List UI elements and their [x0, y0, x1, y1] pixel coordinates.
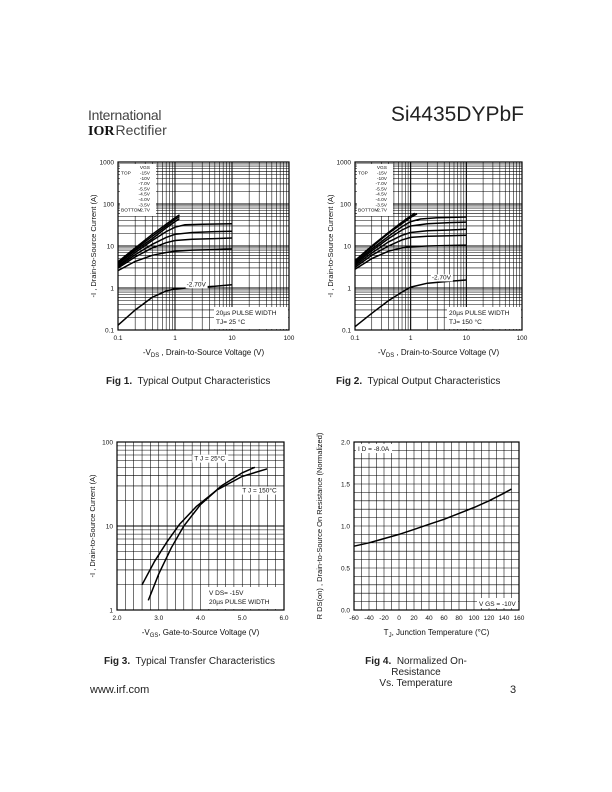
fig3-caption-text: Typical Transfer Characteristics: [135, 656, 276, 667]
fig4-caption: [346, 656, 486, 689]
fig4-x-tick-label: 100: [468, 615, 480, 622]
fig1-y-tick-label: 10: [106, 243, 114, 251]
fig4-x-tick-label: 140: [498, 615, 510, 622]
fig2-y-tick-label: 1: [347, 285, 351, 293]
fig2-legend-entry: -7.0V: [375, 182, 387, 188]
fig4-caption-line2: Vs. Temperature: [379, 678, 453, 689]
fig1-caption: [106, 376, 270, 387]
fig2-x-tick-label: 1: [408, 335, 413, 342]
fig4-y-tick-label: 0.5: [340, 565, 350, 573]
fig3-y-tick-label: 1: [109, 607, 113, 615]
page-number: 3: [510, 684, 517, 696]
fig3-x-tick-label: 6.0: [279, 615, 289, 622]
fig2-legend-entry: -2.7V: [375, 208, 387, 214]
fig2-caption: [336, 376, 500, 387]
fig2-legend-entry: -3.5V: [375, 203, 387, 209]
fig2-caption-text: Typical Output Characteristics: [367, 376, 501, 387]
fig1-curve-label: -2.70V: [186, 281, 206, 289]
fig4-y-axis-label: R DS(on) , Drain-to-Source On Resistance (Normalized): [315, 432, 324, 620]
fig4-x-tick-label: 120: [483, 615, 495, 622]
fig1-y-axis-label: -I , Drain-to-Source Current (A): [89, 194, 98, 298]
fig1-legend-entry: -4.5V: [138, 192, 150, 198]
fig3-caption-num: Fig 3.: [104, 656, 131, 667]
fig1-x-tick-label: 0.1: [113, 335, 123, 342]
fig2-x-tick-label: 100: [516, 335, 528, 342]
logo-bottom-text: Rectifier: [115, 122, 167, 138]
fig1-legend-entry: -15V: [139, 171, 150, 177]
fig2-legend-header: VGS: [376, 166, 387, 171]
fig2-y-tick-label: 0.1: [341, 327, 351, 335]
logo-bottom-line: [88, 123, 178, 139]
fig1-note-line1: 20µs PULSE WIDTH: [216, 310, 277, 317]
fig3-x-tick-label: 2.0: [112, 615, 122, 622]
fig3-x-axis-label: $-V_{GS}$, Gate-to-Source Voltage (V): [141, 628, 260, 639]
fig3-note-line2: 20µs PULSE WIDTH: [209, 599, 270, 606]
fig4-x-tick-label: 60: [440, 615, 448, 622]
part-number: Si4435DYPbF: [390, 103, 524, 126]
fig3-series-label: T J = 150°C: [242, 487, 277, 495]
fig2-legend-entry: -5.5V: [375, 187, 387, 193]
fig4-x-tick-label: 80: [455, 615, 463, 622]
fig1-x-axis-label: $-V_{DS}$ , Drain-to-Source Voltage (V): [142, 348, 265, 359]
fig2-y-tick-label: 100: [340, 201, 351, 209]
fig4-y-tick-label: 2.0: [340, 439, 350, 447]
logo-mark: IOR: [88, 124, 115, 139]
fig2-x-axis-label: $-V_{DS}$ , Drain-to-Source Voltage (V): [377, 348, 500, 359]
fig4-caption-num: Fig 4.: [365, 656, 392, 667]
fig1-y-tick-label: 100: [103, 201, 114, 209]
footer-url[interactable]: www.irf.com: [90, 684, 150, 696]
fig1-legend-entry: -10V: [139, 176, 150, 182]
fig4-y-tick-label: 0.0: [340, 607, 350, 615]
fig3-x-tick-label: 5.0: [237, 615, 247, 622]
fig3-caption: [104, 656, 275, 667]
fig2-x-tick-label: 10: [462, 335, 470, 342]
fig1-legend-entry: -3.5V: [138, 203, 150, 209]
fig4-chart: [310, 432, 532, 640]
fig2-note-line1: 20µs PULSE WIDTH: [449, 310, 510, 317]
fig1-x-tick-label: 100: [283, 335, 295, 342]
fig2-chart: [322, 150, 534, 365]
fig1-legend-header: VGS: [139, 166, 150, 171]
fig1-legend-top: TOP: [121, 171, 131, 177]
fig2-y-axis-label: -I , Drain-to-Source Current (A): [326, 194, 335, 298]
fig3-x-tick-label: 4.0: [195, 615, 206, 622]
fig1-legend-entry: -2.7V: [138, 208, 150, 214]
fig2-legend-entry: -4.0V: [375, 198, 387, 203]
fig1-chart: [85, 150, 300, 365]
fig4-x-tick-label: 40: [425, 615, 433, 622]
fig2-y-tick-label: 1000: [336, 159, 351, 167]
fig3-series-label: T J = 25°C: [194, 455, 226, 463]
fig2-legend-top: TOP: [358, 171, 368, 177]
fig4-x-axis-label: $T_J$, Junction Temperature (°C): [383, 628, 490, 639]
fig1-x-tick-label: 10: [228, 335, 236, 342]
fig4-note-bottom: V GS = -10V: [479, 601, 516, 608]
fig2-caption-num: Fig 2.: [336, 376, 363, 387]
fig1-caption-num: Fig 1.: [106, 376, 133, 387]
fig4-x-tick-label: -20: [379, 615, 389, 622]
fig4-y-tick-label: 1.0: [340, 523, 350, 531]
fig1-legend-entry: -4.0V: [138, 198, 150, 203]
fig3-note-line1: V DS= -15V: [209, 590, 244, 597]
fig4-x-tick-label: -40: [364, 615, 374, 622]
fig1-legend-entry: -5.5V: [138, 187, 150, 193]
fig4-x-tick-label: 20: [410, 615, 418, 622]
fig1-y-tick-label: 1000: [99, 159, 114, 167]
fig2-x-tick-label: 0.1: [350, 335, 360, 342]
fig2-legend-entry: -10V: [376, 176, 387, 182]
fig1-caption-text: Typical Output Characteristics: [137, 376, 271, 387]
company-logo: [88, 108, 178, 139]
fig3-y-tick-label: 10: [105, 523, 113, 531]
fig2-legend-entry: -4.5V: [375, 192, 387, 198]
fig1-legend-bottom: BOTTOM: [121, 208, 142, 214]
fig2-legend-entry: -15V: [376, 171, 387, 177]
fig4-x-tick-label: -60: [349, 615, 359, 622]
fig4-x-tick-label: 160: [513, 615, 525, 622]
fig4-x-tick-label: 0: [397, 615, 401, 622]
fig1-y-tick-label: 0.1: [104, 327, 114, 335]
fig1-legend-entry: -7.0V: [138, 182, 150, 188]
fig1-y-tick-label: 1: [110, 285, 114, 293]
fig3-y-tick-label: 100: [102, 439, 113, 447]
fig2-curve-label: -2.70V: [431, 274, 451, 282]
fig4-note-top: I D = -8.0A: [358, 446, 390, 453]
fig3-y-axis-label: -I , Drain-to-Source Current (A): [88, 474, 97, 578]
fig3-chart: [85, 432, 300, 640]
fig2-y-tick-label: 10: [343, 243, 351, 251]
fig4-caption-text: Normalized On-Resistance: [391, 656, 467, 678]
logo-top-text: International: [88, 107, 162, 123]
fig1-note-line2: TJ= 25 °C: [216, 319, 246, 326]
fig3-series-line: [148, 467, 255, 600]
fig1-x-tick-label: 1: [173, 335, 177, 342]
fig2-note-line2: TJ= 150 °C: [449, 319, 482, 326]
fig4-y-tick-label: 1.5: [340, 481, 350, 489]
fig2-legend-bottom: BOTTOM: [358, 208, 379, 214]
fig3-x-tick-label: 3.0: [154, 615, 164, 622]
